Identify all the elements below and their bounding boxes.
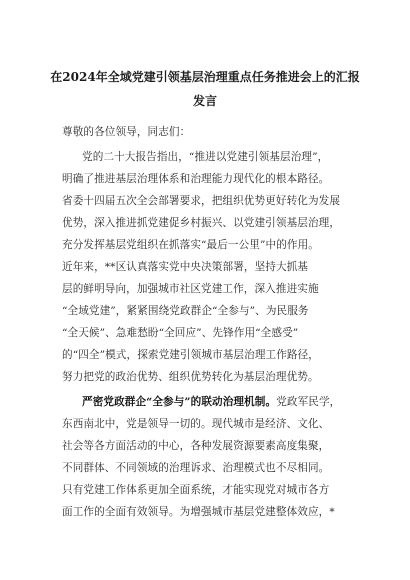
paragraph-2-line: 东西南北中，党是领导一切的。现代城市是经济、文化、 xyxy=(62,418,330,430)
paragraph-2-first-line-text: 党政军民学， xyxy=(276,396,341,408)
greeting: 尊敬的各位领导，同志们： xyxy=(62,126,191,138)
paragraph-2-line: 只有党建工作体系更加全面系统，才能实现党对城市各方 xyxy=(62,484,330,496)
paragraph-1-line: 省委十四届五次全会部署要求，把组织优势更好转化为发展 xyxy=(62,195,341,207)
paragraph-2-heading: 严密党政群企“全参与”的联动治理机制。 xyxy=(82,396,277,408)
paragraph-1-line: 优势，深入推进抓党建促乡村振兴、以党建引领基层治理， xyxy=(62,217,341,229)
paragraph-1-line: 明确了推进基层治理体系和治理能力现代化的根本路径。 xyxy=(62,173,330,185)
paragraph-2-line: 社会等各方面活动的中心，各种发展资源要素高度集聚， xyxy=(62,440,330,452)
paragraph-2-first-line xyxy=(82,394,340,409)
document-title-line-1: 在2024年全域党建引领基层治理重点任务推进会上的汇报 xyxy=(50,70,360,84)
paragraph-1-line: 的“四全”模式，探索党建引领城市基层治理工作路径， xyxy=(62,349,319,361)
paragraph-1-line: “全域党建”，紧紧围绕党政群企“全参与”、为民服务 xyxy=(62,305,309,317)
paragraph-2-line: 不同群体、不同领域的治理诉求、治理模式也不尽相同。 xyxy=(62,462,330,474)
paragraph-2-line: 面工作的全面有效领导。为增强城市基层党建整体效应，* xyxy=(62,506,335,518)
paragraph-1-line: 充分发挥基层党组织在抓落实“最后一公里”中的作用。 xyxy=(62,239,319,251)
document-title-line-2: 发言 xyxy=(192,94,217,108)
paragraph-1-line: 层的鲜明导向，加强城市社区党建工作，深入推进实施 xyxy=(62,283,319,295)
paragraph-1-line: 党的二十大报告指出，“推进以党建引领基层治理”， xyxy=(82,151,329,163)
paragraph-1-line: 近年来，**区认真落实党中央决策部署，坚持大抓基 xyxy=(62,261,309,273)
paragraph-1-line: 努力把党的政治优势、组织优势转化为基层治理优势。 xyxy=(62,371,319,383)
paragraph-1-line: “全天候”、急难愁盼“全回应”、先锋作用“全感受” xyxy=(62,327,299,339)
